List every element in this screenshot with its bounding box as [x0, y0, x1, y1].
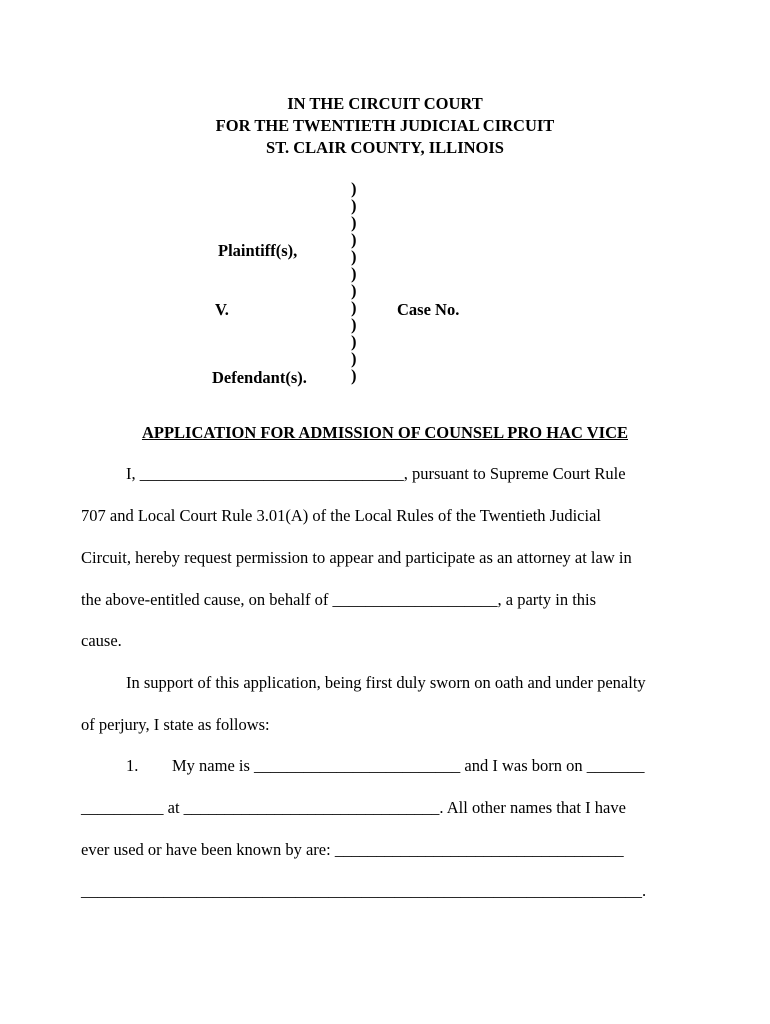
item-line: ____________________________________________________________________.: [81, 881, 647, 900]
body-line: of perjury, I state as follows:: [81, 715, 270, 734]
document-title: APPLICATION FOR ADMISSION OF COUNSEL PRO HAC VICE: [141, 423, 629, 442]
item-line: __________ at _______________________________. All other names that I have: [81, 798, 626, 817]
court-name: IN THE CIRCUIT COURT: [287, 94, 483, 113]
county-state: ST. CLAIR COUNTY, ILLINOIS: [266, 138, 504, 157]
case-number-label: Case No.: [397, 300, 460, 319]
body-line: Circuit, hereby request permission to appear and participate as an attorney at law in: [81, 548, 632, 567]
item-number: 1.: [126, 756, 139, 775]
caption-paren: ): [351, 247, 357, 266]
judicial-circuit: FOR THE TWENTIETH JUDICIAL CIRCUIT: [215, 116, 555, 135]
caption-paren: ): [351, 230, 357, 249]
item-line: ever used or have been known by are: ___________________________________: [81, 840, 624, 859]
body-line: 707 and Local Court Rule 3.01(A) of the Local Rules of the Twentieth Judicial: [81, 506, 601, 525]
item-line: My name is _________________________ and I was born on _______: [172, 756, 645, 775]
caption-paren: ): [351, 281, 357, 300]
body-line: In support of this application, being first duly sworn on oath and under penalty: [126, 673, 646, 692]
caption-paren: ): [351, 179, 357, 198]
caption-paren: ): [351, 332, 357, 351]
caption-paren: ): [351, 196, 357, 215]
plaintiff-label: Plaintiff(s),: [218, 241, 298, 260]
caption-paren: ): [351, 298, 357, 317]
caption-paren: ): [351, 366, 357, 385]
versus-label: V.: [215, 300, 229, 319]
body-line: cause.: [81, 631, 122, 650]
caption-paren: ): [351, 213, 357, 232]
caption-paren: ): [351, 264, 357, 283]
caption-paren: ): [351, 315, 357, 334]
caption-paren: ): [351, 349, 357, 368]
defendant-label: Defendant(s).: [212, 368, 307, 387]
body-line: the above-entitled cause, on behalf of ____________________, a party in this: [81, 590, 597, 609]
body-line: I, ________________________________, pursuant to Supreme Court Rule: [126, 464, 626, 483]
